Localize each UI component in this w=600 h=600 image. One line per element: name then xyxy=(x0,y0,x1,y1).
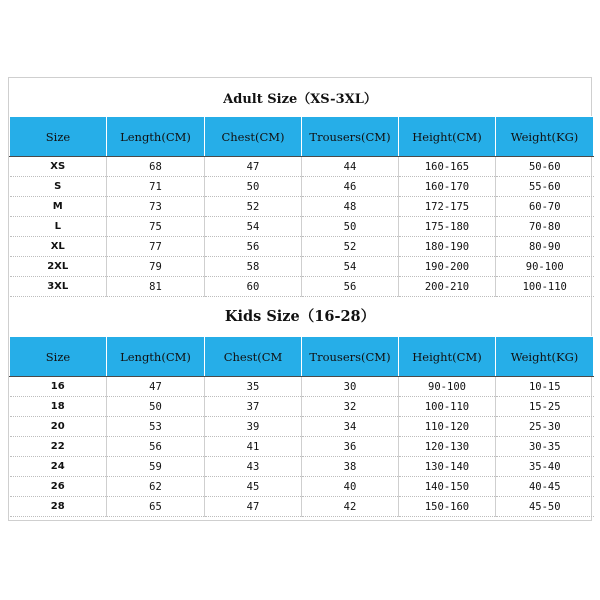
measurement-cell: 120-130 xyxy=(399,437,496,457)
measurement-cell: 52 xyxy=(205,197,302,217)
measurement-cell: 100-110 xyxy=(399,397,496,417)
size-label-cell: XL xyxy=(10,237,107,257)
measurement-cell: 190-200 xyxy=(399,257,496,277)
size-label-cell: 28 xyxy=(10,497,107,517)
table-row xyxy=(10,277,594,297)
measurement-cell: 180-190 xyxy=(399,237,496,257)
measurement-cell: 53 xyxy=(107,417,205,437)
measurement-cell: 47 xyxy=(107,377,205,397)
measurement-cell: 77 xyxy=(107,237,205,257)
measurement-cell: 60-70 xyxy=(496,197,594,217)
measurement-cell: 46 xyxy=(302,177,399,197)
measurement-cell: 65 xyxy=(107,497,205,517)
measurement-cell: 71 xyxy=(107,177,205,197)
measurement-cell: 54 xyxy=(302,257,399,277)
size-label-cell: 22 xyxy=(10,437,107,457)
measurement-cell: 73 xyxy=(107,197,205,217)
column-header: Length(CM) xyxy=(107,117,205,157)
measurement-cell: 56 xyxy=(205,237,302,257)
measurement-cell: 30-35 xyxy=(496,437,594,457)
measurement-cell: 48 xyxy=(302,197,399,217)
size-label-cell: L xyxy=(10,217,107,237)
measurement-cell: 39 xyxy=(205,417,302,437)
measurement-cell: 59 xyxy=(107,457,205,477)
kids-size-title: Kids Size（16-28） xyxy=(224,308,376,325)
table-row xyxy=(10,257,594,277)
size-label-cell: 24 xyxy=(10,457,107,477)
table-row xyxy=(10,477,594,497)
measurement-cell: 54 xyxy=(205,217,302,237)
measurement-cell: 25-30 xyxy=(496,417,594,437)
measurement-cell: 41 xyxy=(205,437,302,457)
column-header: Size xyxy=(10,117,107,157)
measurement-cell: 56 xyxy=(302,277,399,297)
measurement-cell: 55-60 xyxy=(496,177,594,197)
measurement-cell: 70-80 xyxy=(496,217,594,237)
measurement-cell: 79 xyxy=(107,257,205,277)
table-row xyxy=(10,197,594,217)
table-row xyxy=(10,157,594,177)
size-chart-sheet xyxy=(8,77,592,521)
measurement-cell: 50 xyxy=(205,177,302,197)
column-header: Height(CM) xyxy=(399,337,496,377)
table-row xyxy=(10,177,594,197)
column-header: Weight(KG) xyxy=(496,117,594,157)
measurement-cell: 50-60 xyxy=(496,157,594,177)
header-row xyxy=(10,337,594,377)
measurement-cell: 44 xyxy=(302,157,399,177)
measurement-cell: 37 xyxy=(205,397,302,417)
measurement-cell: 175-180 xyxy=(399,217,496,237)
measurement-cell: 40-45 xyxy=(496,477,594,497)
measurement-cell: 45-50 xyxy=(496,497,594,517)
table-row xyxy=(10,437,594,457)
measurement-cell: 200-210 xyxy=(399,277,496,297)
table-row xyxy=(10,457,594,477)
measurement-cell: 58 xyxy=(205,257,302,277)
kids-size-table xyxy=(9,336,594,517)
measurement-cell: 30 xyxy=(302,377,399,397)
table-row xyxy=(10,377,594,397)
column-header: Chest(CM xyxy=(205,337,302,377)
size-label-cell: 16 xyxy=(10,377,107,397)
measurement-cell: 60 xyxy=(205,277,302,297)
measurement-cell: 45 xyxy=(205,477,302,497)
column-header: Size xyxy=(10,337,107,377)
table-row xyxy=(10,497,594,517)
measurement-cell: 160-165 xyxy=(399,157,496,177)
measurement-cell: 62 xyxy=(107,477,205,497)
measurement-cell: 90-100 xyxy=(496,257,594,277)
column-header: Length(CM) xyxy=(107,337,205,377)
measurement-cell: 43 xyxy=(205,457,302,477)
measurement-cell: 150-160 xyxy=(399,497,496,517)
measurement-cell: 35 xyxy=(205,377,302,397)
measurement-cell: 50 xyxy=(302,217,399,237)
size-label-cell: 3XL xyxy=(10,277,107,297)
measurement-cell: 52 xyxy=(302,237,399,257)
adult-size-title: Adult Size（XS-3XL） xyxy=(223,92,377,107)
measurement-cell: 75 xyxy=(107,217,205,237)
measurement-cell: 35-40 xyxy=(496,457,594,477)
header-row xyxy=(10,117,594,157)
measurement-cell: 110-120 xyxy=(399,417,496,437)
measurement-cell: 81 xyxy=(107,277,205,297)
column-header: Trousers(CM) xyxy=(302,117,399,157)
measurement-cell: 47 xyxy=(205,497,302,517)
measurement-cell: 172-175 xyxy=(399,197,496,217)
size-label-cell: XS xyxy=(10,157,107,177)
size-label-cell: M xyxy=(10,197,107,217)
measurement-cell: 38 xyxy=(302,457,399,477)
measurement-cell: 47 xyxy=(205,157,302,177)
measurement-cell: 90-100 xyxy=(399,377,496,397)
measurement-cell: 50 xyxy=(107,397,205,417)
table-row xyxy=(10,217,594,237)
column-header: Chest(CM) xyxy=(205,117,302,157)
measurement-cell: 130-140 xyxy=(399,457,496,477)
measurement-cell: 36 xyxy=(302,437,399,457)
table-row xyxy=(10,397,594,417)
measurement-cell: 10-15 xyxy=(496,377,594,397)
adult-size-table xyxy=(9,116,594,297)
size-label-cell: 20 xyxy=(10,417,107,437)
column-header: Trousers(CM) xyxy=(302,337,399,377)
measurement-cell: 68 xyxy=(107,157,205,177)
table-row xyxy=(10,237,594,257)
measurement-cell: 56 xyxy=(107,437,205,457)
size-label-cell: S xyxy=(10,177,107,197)
measurement-cell: 15-25 xyxy=(496,397,594,417)
column-header: Height(CM) xyxy=(399,117,496,157)
measurement-cell: 42 xyxy=(302,497,399,517)
measurement-cell: 40 xyxy=(302,477,399,497)
measurement-cell: 32 xyxy=(302,397,399,417)
measurement-cell: 100-110 xyxy=(496,277,594,297)
size-label-cell: 18 xyxy=(10,397,107,417)
measurement-cell: 34 xyxy=(302,417,399,437)
measurement-cell: 160-170 xyxy=(399,177,496,197)
measurement-cell: 140-150 xyxy=(399,477,496,497)
size-label-cell: 2XL xyxy=(10,257,107,277)
table-row xyxy=(10,417,594,437)
size-label-cell: 26 xyxy=(10,477,107,497)
column-header: Weight(KG) xyxy=(496,337,594,377)
measurement-cell: 80-90 xyxy=(496,237,594,257)
